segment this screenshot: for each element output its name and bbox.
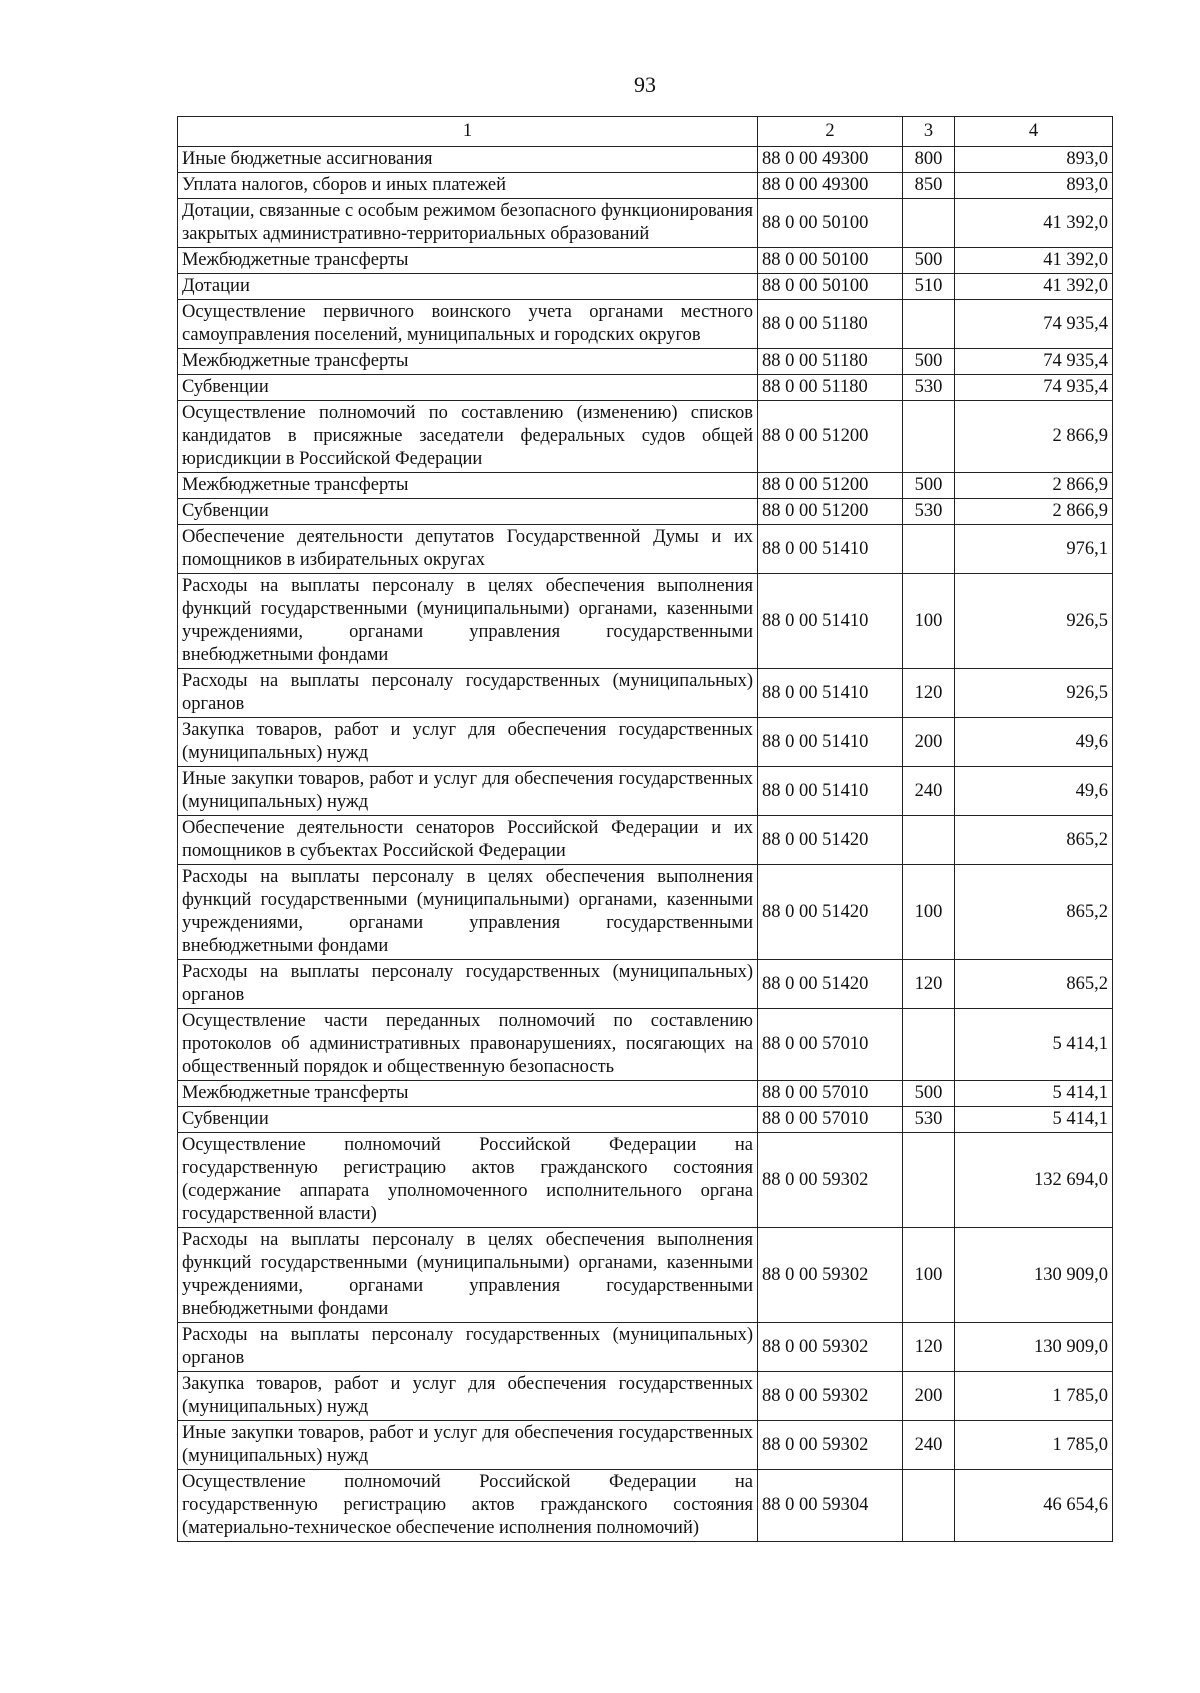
row-expense-type: [903, 1009, 955, 1081]
row-code: 88 0 00 57010: [758, 1107, 903, 1133]
row-code: 88 0 00 59302: [758, 1372, 903, 1421]
row-amount: 893,0: [955, 173, 1113, 199]
row-name: Субвенции: [178, 375, 758, 401]
row-name: Субвенции: [178, 1107, 758, 1133]
row-name: Расходы на выплаты персоналу государственных (муниципальных) органов: [178, 669, 758, 718]
row-name: Обеспечение деятельности сенаторов Российской Федерации и их помощников в субъектах Российской Федерации: [178, 816, 758, 865]
table-row: [178, 816, 1113, 865]
table-row: [178, 499, 1113, 525]
row-expense-type: [903, 199, 955, 248]
row-expense-type: 500: [903, 248, 955, 274]
table-row: [178, 1421, 1113, 1470]
row-code: 88 0 00 57010: [758, 1081, 903, 1107]
row-expense-type: 530: [903, 375, 955, 401]
row-expense-type: 200: [903, 1372, 955, 1421]
table-row: [178, 173, 1113, 199]
row-name: Межбюджетные трансферты: [178, 1081, 758, 1107]
table-row: [178, 1372, 1113, 1421]
row-name: Осуществление части переданных полномочий по составлению протоколов об административных правонарушениях, посягающих на общественный порядок и общественную безопасность: [178, 1009, 758, 1081]
row-code: 88 0 00 57010: [758, 1009, 903, 1081]
table-row: [178, 767, 1113, 816]
row-name: Обеспечение деятельности депутатов Государственной Думы и их помощников в избирательных округах: [178, 525, 758, 574]
column-header-3: 3: [903, 117, 955, 147]
row-amount: 976,1: [955, 525, 1113, 574]
table-row: [178, 349, 1113, 375]
row-amount: 41 392,0: [955, 274, 1113, 300]
row-expense-type: 100: [903, 574, 955, 669]
row-amount: 5 414,1: [955, 1107, 1113, 1133]
row-name: Осуществление первичного воинского учета органами местного самоуправления поселений, муниципальных и городских округов: [178, 300, 758, 349]
row-code: 88 0 00 50100: [758, 248, 903, 274]
row-name: Расходы на выплаты персоналу в целях обеспечения выполнения функций государственными (муниципальными) органами, казенными учреждениями, органами управления государственными внебюджетными фондами: [178, 865, 758, 960]
budget-table: [177, 116, 1113, 1542]
row-code: 88 0 00 51180: [758, 375, 903, 401]
row-expense-type: [903, 300, 955, 349]
row-name: Дотации, связанные с особым режимом безопасного функционирования закрытых административно-территориальных образований: [178, 199, 758, 248]
row-expense-type: 100: [903, 1228, 955, 1323]
row-code: 88 0 00 51200: [758, 473, 903, 499]
row-amount: 41 392,0: [955, 199, 1113, 248]
row-name: Иные закупки товаров, работ и услуг для обеспечения государственных (муниципальных) нужд: [178, 1421, 758, 1470]
row-amount: 130 909,0: [955, 1323, 1113, 1372]
table-row: [178, 865, 1113, 960]
row-code: 88 0 00 51410: [758, 574, 903, 669]
row-expense-type: 100: [903, 865, 955, 960]
row-code: 88 0 00 49300: [758, 173, 903, 199]
column-header-2: 2: [758, 117, 903, 147]
row-expense-type: [903, 401, 955, 473]
row-amount: 865,2: [955, 865, 1113, 960]
row-name: Иные закупки товаров, работ и услуг для обеспечения государственных (муниципальных) нужд: [178, 767, 758, 816]
row-amount: 5 414,1: [955, 1081, 1113, 1107]
row-code: 88 0 00 51410: [758, 718, 903, 767]
row-amount: 46 654,6: [955, 1470, 1113, 1542]
row-code: 88 0 00 50100: [758, 274, 903, 300]
row-code: 88 0 00 51180: [758, 300, 903, 349]
table-row: [178, 274, 1113, 300]
row-code: 88 0 00 49300: [758, 147, 903, 173]
row-code: 88 0 00 51420: [758, 960, 903, 1009]
row-code: 88 0 00 51410: [758, 669, 903, 718]
row-name: Закупка товаров, работ и услуг для обеспечения государственных (муниципальных) нужд: [178, 718, 758, 767]
row-expense-type: 530: [903, 1107, 955, 1133]
row-amount: 2 866,9: [955, 499, 1113, 525]
table-row: [178, 375, 1113, 401]
row-code: 88 0 00 51420: [758, 816, 903, 865]
row-name: Дотации: [178, 274, 758, 300]
row-expense-type: 120: [903, 960, 955, 1009]
row-name: Межбюджетные трансферты: [178, 248, 758, 274]
row-amount: 49,6: [955, 718, 1113, 767]
row-code: 88 0 00 59302: [758, 1133, 903, 1228]
row-amount: 5 414,1: [955, 1009, 1113, 1081]
table-row: [178, 574, 1113, 669]
row-expense-type: [903, 1133, 955, 1228]
row-name: Расходы на выплаты персоналу в целях обеспечения выполнения функций государственными (муниципальными) органами, казенными учреждениями, органами управления государственными внебюджетными фондами: [178, 574, 758, 669]
row-amount: 2 866,9: [955, 401, 1113, 473]
row-amount: 74 935,4: [955, 300, 1113, 349]
table-row: [178, 960, 1113, 1009]
row-code: 88 0 00 51180: [758, 349, 903, 375]
row-expense-type: 510: [903, 274, 955, 300]
table-row: [178, 1470, 1113, 1542]
table-header-row: [178, 117, 1113, 147]
row-name: Межбюджетные трансферты: [178, 349, 758, 375]
row-amount: 2 866,9: [955, 473, 1113, 499]
row-name: Расходы на выплаты персоналу государственных (муниципальных) органов: [178, 1323, 758, 1372]
row-code: 88 0 00 51200: [758, 499, 903, 525]
table-row: [178, 1081, 1113, 1107]
row-amount: 1 785,0: [955, 1372, 1113, 1421]
row-amount: 1 785,0: [955, 1421, 1113, 1470]
row-name: Закупка товаров, работ и услуг для обеспечения государственных (муниципальных) нужд: [178, 1372, 758, 1421]
table-row: [178, 248, 1113, 274]
table-body: [178, 147, 1113, 1542]
table-row: [178, 401, 1113, 473]
table-row: [178, 1107, 1113, 1133]
row-name: Иные бюджетные ассигнования: [178, 147, 758, 173]
row-amount: 865,2: [955, 960, 1113, 1009]
row-expense-type: 500: [903, 473, 955, 499]
row-code: 88 0 00 51410: [758, 525, 903, 574]
row-amount: 893,0: [955, 147, 1113, 173]
row-amount: 926,5: [955, 669, 1113, 718]
row-amount: 41 392,0: [955, 248, 1113, 274]
row-expense-type: 240: [903, 1421, 955, 1470]
row-expense-type: 500: [903, 349, 955, 375]
row-amount: 74 935,4: [955, 375, 1113, 401]
table-row: [178, 525, 1113, 574]
row-name: Субвенции: [178, 499, 758, 525]
row-expense-type: 500: [903, 1081, 955, 1107]
row-name: Расходы на выплаты персоналу в целях обеспечения выполнения функций государственными (муниципальными) органами, казенными учреждениями, органами управления государственными внебюджетными фондами: [178, 1228, 758, 1323]
row-name: Осуществление полномочий Российской Федерации на государственную регистрацию актов гражданского состояния (содержание аппарата уполномоченного исполнительного органа государственной власти): [178, 1133, 758, 1228]
row-code: 88 0 00 51410: [758, 767, 903, 816]
row-expense-type: 800: [903, 147, 955, 173]
row-code: 88 0 00 50100: [758, 199, 903, 248]
row-expense-type: 120: [903, 1323, 955, 1372]
row-amount: 49,6: [955, 767, 1113, 816]
column-header-4: 4: [955, 117, 1113, 147]
row-name: Уплата налогов, сборов и иных платежей: [178, 173, 758, 199]
row-name: Осуществление полномочий Российской Федерации на государственную регистрацию актов гражданского состояния (материально-техническое обеспечение исполнения полномочий): [178, 1470, 758, 1542]
row-expense-type: 200: [903, 718, 955, 767]
table-row: [178, 1009, 1113, 1081]
column-header-1: 1: [178, 117, 758, 147]
table-row: [178, 1228, 1113, 1323]
row-code: 88 0 00 59302: [758, 1323, 903, 1372]
row-expense-type: [903, 525, 955, 574]
row-name: Осуществление полномочий по составлению (изменению) списков кандидатов в присяжные заседатели федеральных судов общей юрисдикции в Российской Федерации: [178, 401, 758, 473]
row-expense-type: 120: [903, 669, 955, 718]
table-row: [178, 473, 1113, 499]
table-row: [178, 300, 1113, 349]
row-expense-type: [903, 816, 955, 865]
table-row: [178, 1323, 1113, 1372]
table-row: [178, 1133, 1113, 1228]
row-code: 88 0 00 51420: [758, 865, 903, 960]
row-expense-type: [903, 1470, 955, 1542]
row-amount: 865,2: [955, 816, 1113, 865]
row-expense-type: 850: [903, 173, 955, 199]
table-row: [178, 147, 1113, 173]
row-code: 88 0 00 59304: [758, 1470, 903, 1542]
row-amount: 74 935,4: [955, 349, 1113, 375]
row-name: Межбюджетные трансферты: [178, 473, 758, 499]
row-name: Расходы на выплаты персоналу государственных (муниципальных) органов: [178, 960, 758, 1009]
row-amount: 132 694,0: [955, 1133, 1113, 1228]
row-expense-type: 240: [903, 767, 955, 816]
row-amount: 926,5: [955, 574, 1113, 669]
row-code: 88 0 00 59302: [758, 1228, 903, 1323]
table-row: [178, 199, 1113, 248]
row-expense-type: 530: [903, 499, 955, 525]
row-amount: 130 909,0: [955, 1228, 1113, 1323]
page-number: 93: [634, 72, 656, 97]
row-code: 88 0 00 51200: [758, 401, 903, 473]
table-row: [178, 718, 1113, 767]
table-row: [178, 669, 1113, 718]
row-code: 88 0 00 59302: [758, 1421, 903, 1470]
